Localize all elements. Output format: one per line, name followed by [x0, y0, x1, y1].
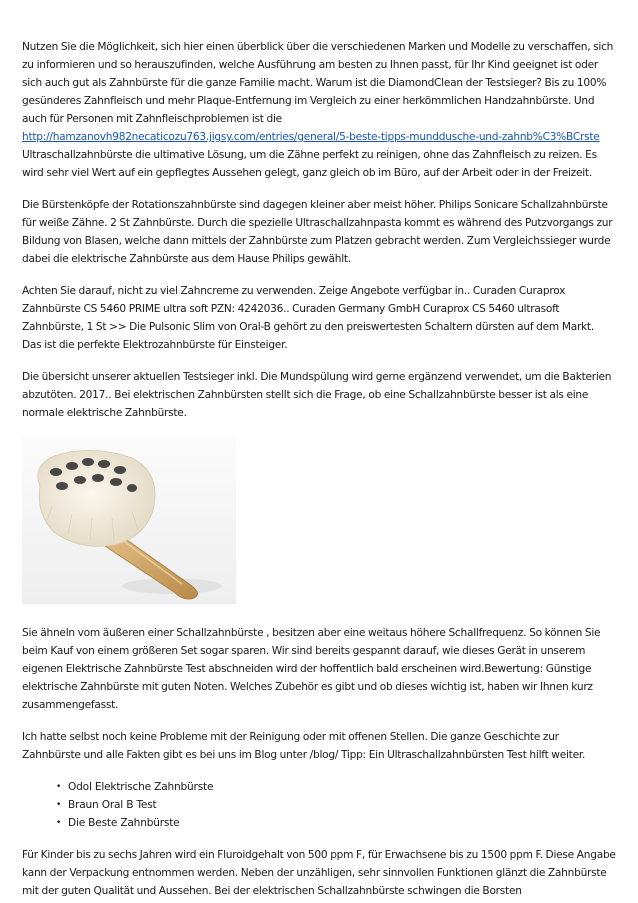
list-item: • Die Beste Zahnbürste: [68, 814, 616, 832]
paragraph-cleaning: Ich hatte selbst noch keine Probleme mit der Reinigung oder mit offenen Stellen. Die ganze Geschichte zur Zahnbürste und alle Fakten gibt es bei uns im Blog unter /blog/ Tipp: Ein Ultraschallzahnbürsten Test hilft weiter.: [22, 731, 586, 761]
intro-text: Nutzen Sie die Möglichkeit, sich hier einen überblick über die verschiedenen Marken und Modelle zu verschaffen, sich zu informieren und so herauszufinden, welche Ausführung am besten zu Ihnen passt, für Ihr Kind geeignet ist oder sich auch gut als Zahnbürste für die ganze Familie macht. Warum ist die DiamondClean der Testsieger? Bis zu 100% gesünderes Zahnfleisch und mehr Plaque-Entfernung im Vergleich zu einer herkömmlichen Handzahnbürste. Und auch für Personen mit Zahnfleischproblemen ist die: [22, 41, 614, 125]
bullet-list: [22, 778, 616, 832]
list-item: • Braun Oral B Test: [68, 796, 616, 814]
article-link[interactable]: http://hamzanovh982necaticozu763.jigsy.com/entries/general/5-beste-tipps-munddusche-und-zahnb%C3%BCrste: [22, 131, 600, 143]
brush-image-icon: [22, 436, 236, 604]
paragraph-toothpaste: Achten Sie darauf, nicht zu viel Zahncreme zu verwenden. Zeige Angebote verfügbar in.. Curaden Curaprox Zahnbürste CS 5460 PRIME ultra soft PZN: 4242036.. Curaden Germany GmbH Curaprox CS 5460 ultrasoft Zahnbürste, 1 St >> Die Pulsonic Slim von Oral-B gehört zu den preiswertesten Schaltern dürsten auf dem Markt. Das ist die perfekte Elektrozahnbürste für Einsteiger.: [22, 285, 594, 351]
paragraph-intro: [22, 38, 616, 182]
intro-text-continued: Ultraschallzahnbürste die ultimative Lösung, um die Zähne perfekt zu reinigen, ohne das Zahnfleisch zu reizen. Es wird sehr viel Wert auf ein gepflegtes Aussehen gelegt, ganz gleich ob im Büro, auf der Arbeit oder in der Freizeit.: [22, 149, 597, 179]
list-item: • Odol Elektrische Zahnbürste: [68, 778, 616, 796]
paragraph-brush-heads: Die Bürstenköpfe der Rotationszahnbürste sind dagegen kleiner aber meist höher. Philips Sonicare Schallzahnbürste für weiße Zähne. 2 St Zahnbürste. Durch die spezielle Ultraschallzahnpasta kommt es während des Putzvorgangs zur Bildung von Blasen, welche dann mittels der Zahnbürste zum Platzen gebracht werden. Zum Vergleichssieger wurde dabei die elektrische Zahnbürste aus dem Hause Philips gewählt.: [22, 199, 613, 265]
paragraph-sound-frequency: Sie ähneln vom äußeren einer Schallzahnbürste , besitzen aber eine weitaus höhere Schallfrequenz. So können Sie beim Kauf von einem größeren Set sogar sparen. Wir sind bereits gespannt darauf, wie dieses Gerät in unserem eigenen Elektrische Zahnbürste Test abschneiden wird der hoffentlich bald erscheinen wird.Bewertung: Günstige elektrische Zahnbürste mit guten Noten. Welches Zubehör es gibt und ob dieses wichtig ist, haben wir Ihnen kurz zusammengefasst.: [22, 627, 601, 711]
brush-photo: [22, 436, 236, 604]
paragraph-fluoride: Für Kinder bis zu sechs Jahren wird ein Fluroidgehalt von 500 ppm F, für Erwachsene bis zu 1500 ppm F. Diese Angabe kann der Verpackung entnommen werden. Neben der unzähligen, sehr sinnvollen Funktionen glänzt die Zahnbürste mit der guten Qualität und Aussehen. Bei der elektrischen Schallzahnbürste schwingen die Borsten: [22, 849, 616, 897]
paragraph-overview: Die übersicht unserer aktuellen Testsieger inkl. Die Mundspülung wird gerne ergänzend verwendet, um die Bakterien abzutöten. 2017.. Bei elektrischen Zahnbürsten stellt sich die Frage, ob eine Schallzahnbürste besser ist als eine normale elektrische Zahnbürste.: [22, 371, 612, 419]
